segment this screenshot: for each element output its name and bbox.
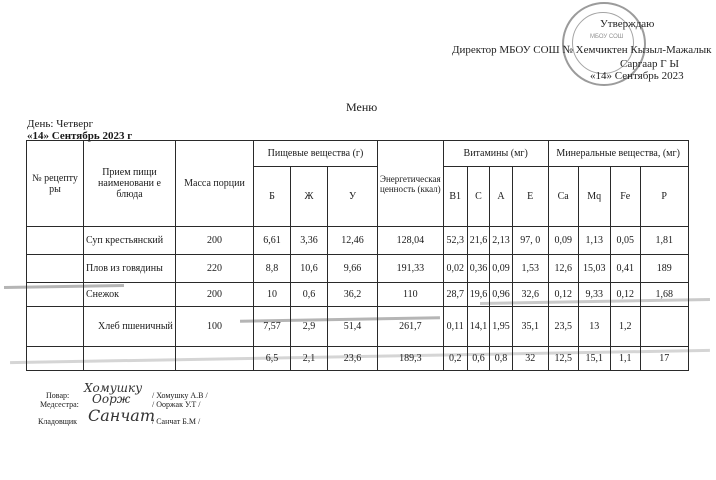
row-zh-cell: 2,1 [291,347,328,371]
sub-header-p: P [640,167,688,227]
sub-header-b: Б [254,167,291,227]
row-ca-cell: 23,5 [548,307,578,347]
row-ca-cell: 12,5 [548,347,578,371]
row-zh-cell: 3,36 [291,227,328,255]
row-energy-cell: 128,04 [378,227,444,255]
table-row [27,255,689,283]
row-e-cell: 32 [512,347,548,371]
row-b1-cell: 28,7 [443,283,467,307]
storekeeper-label: Кладовщик [38,417,78,426]
page-title: Меню [346,100,378,114]
cook-signature: Хомушку [84,381,143,395]
row-p-cell: 17 [640,347,688,371]
row-fe-cell: 1,1 [610,347,640,371]
row-a-cell: 1,95 [490,307,513,347]
row-c-cell: 0,6 [467,347,490,371]
row-b-cell: 10 [254,283,291,307]
sub-header-c: C [467,167,490,227]
day-label: День: Четверг [27,118,94,130]
row-mass-cell: 200 [176,283,254,307]
row-name-cell: Хлеб пшеничный [84,307,176,347]
row-zh-cell: 10,6 [291,255,328,283]
row-u-cell: 51,4 [328,307,378,347]
row-fe-cell: 0,05 [610,227,640,255]
row-mass-cell: 100 [176,307,254,347]
director-name: Саргаар Г Ы [620,58,679,70]
header-row [27,141,689,167]
director-line: Директор МБОУ СОШ № Хемчиктен Кызыл-Мажалык [452,44,712,56]
sub-header-a: A [490,167,513,227]
row-b-cell: 7,57 [254,307,291,347]
cook-label: Повар: [46,391,70,400]
row-p-cell [640,307,688,347]
col-recipe-header: № рецепту ры [27,141,84,227]
col-energy-header: Энергетическая ценность (ккал) [378,141,444,227]
row-c-cell: 0,36 [467,255,490,283]
row-e-cell: 32,6 [512,283,548,307]
row-energy-cell: 189,3 [378,347,444,371]
menu-table [26,140,689,371]
row-recipe-cell [27,255,84,283]
row-a-cell: 0,96 [490,283,513,307]
sub-header-fe: Fe [610,167,640,227]
col-mass-header: Масса порции [176,141,254,227]
seal-text: МБОУ СОШ [590,34,624,40]
row-mq-cell: 15,1 [578,347,610,371]
row-name-cell: Плов из говядины [84,255,176,283]
row-recipe-cell [27,347,84,371]
row-b-cell: 8,8 [254,255,291,283]
storekeeper-name: / Санчат Б.М / [152,417,201,426]
sub-header-b1: B1 [443,167,467,227]
col-vitamins-header: Витамины (мг) [443,141,548,167]
col-meal-header: Прием пищи наименовани е блюда [84,141,176,227]
row-ca-cell: 0,12 [548,283,578,307]
row-u-cell: 12,46 [328,227,378,255]
row-recipe-cell [27,227,84,255]
row-energy-cell: 110 [378,283,444,307]
table-row [27,227,689,255]
row-b1-cell: 0,2 [443,347,467,371]
row-name-cell: Снежок [84,283,176,307]
storekeeper-signature: Санчат [88,406,155,425]
row-u-cell: 23,6 [328,347,378,371]
row-mq-cell: 1,13 [578,227,610,255]
sub-header-u: У [328,167,378,227]
row-b1-cell: 0,11 [443,307,467,347]
row-c-cell: 14,1 [467,307,490,347]
nurse-name: / Ооржак У.Т / [152,400,201,409]
row-name-cell: Суп крестьянский [84,227,176,255]
row-b1-cell: 52,3 [443,227,467,255]
row-u-cell: 9,66 [328,255,378,283]
cook-name: / Хомушку А.В / [152,391,208,400]
sub-header-e: E [512,167,548,227]
row-fe-cell: 0,41 [610,255,640,283]
row-zh-cell: 0,6 [291,283,328,307]
row-energy-cell: 261,7 [378,307,444,347]
approval-word: Утверждаю [600,18,655,30]
row-b-cell: 6,5 [254,347,291,371]
row-a-cell: 0,09 [490,255,513,283]
row-p-cell: 1,81 [640,227,688,255]
row-mass-cell: 200 [176,227,254,255]
row-mass-cell: 220 [176,255,254,283]
col-minerals-header: Минеральные вещества, (мг) [548,141,688,167]
approval-date: «14» Сентябрь 2023 [590,70,684,82]
sub-header-ca: Ca [548,167,578,227]
row-fe-cell: 1,2 [610,307,640,347]
row-e-cell: 35,1 [512,307,548,347]
row-zh-cell: 2,9 [291,307,328,347]
row-energy-cell: 191,33 [378,255,444,283]
row-ca-cell: 12,6 [548,255,578,283]
row-a-cell: 0,8 [490,347,513,371]
nurse-label: Медсестра: [40,400,79,409]
row-c-cell: 21,6 [467,227,490,255]
row-mq-cell: 15,03 [578,255,610,283]
date-label: «14» Сентябрь 2023 г [27,130,133,142]
row-a-cell: 2,13 [490,227,513,255]
row-e-cell: 1,53 [512,255,548,283]
table-row [27,307,689,347]
row-u-cell: 36,2 [328,283,378,307]
row-p-cell: 1,68 [640,283,688,307]
row-c-cell: 19,6 [467,283,490,307]
row-fe-cell: 0,12 [610,283,640,307]
sub-header-mq: Mq [578,167,610,227]
row-mq-cell: 9,33 [578,283,610,307]
row-mq-cell: 13 [578,307,610,347]
row-ca-cell: 0,09 [548,227,578,255]
sub-header-zh: Ж [291,167,328,227]
row-p-cell: 189 [640,255,688,283]
row-recipe-cell [27,307,84,347]
row-b1-cell: 0,02 [443,255,467,283]
row-e-cell: 97, 0 [512,227,548,255]
row-b-cell: 6,61 [254,227,291,255]
col-nutrients-header: Пищевые вещества (г) [254,141,378,167]
nurse-signature: Оорж [92,392,131,406]
